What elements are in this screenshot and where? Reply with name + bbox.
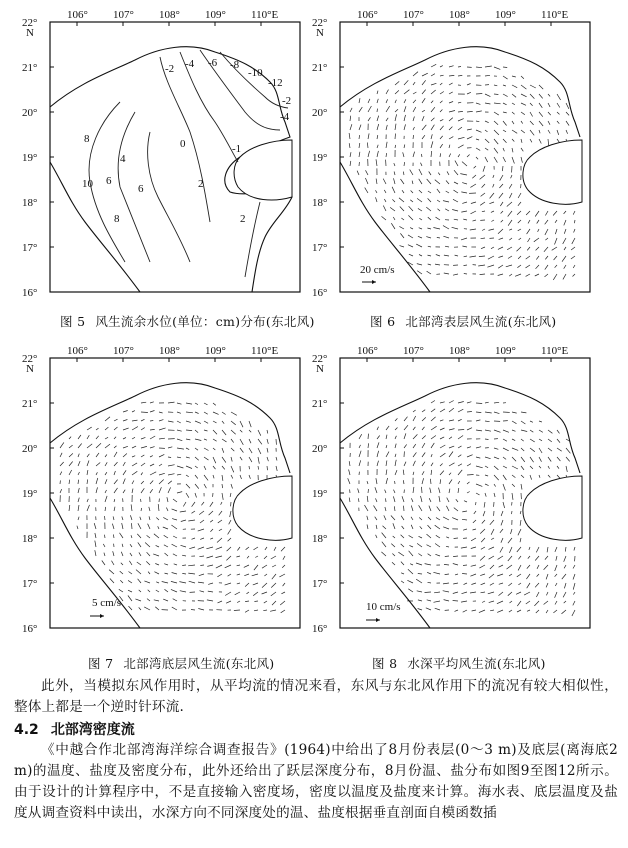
latitude-tick-label: 22°: [22, 353, 38, 365]
longitude-tick-label: 108°: [159, 345, 180, 357]
longitude-tick-label: 109°: [495, 345, 516, 357]
latitude-tick-label: 17°: [22, 578, 38, 590]
latitude-tick-label: 16°: [22, 623, 38, 635]
longitude-tick-label: 106°: [357, 9, 378, 21]
latitude-tick-label: 22°: [312, 353, 328, 365]
contour-label: 6: [138, 183, 144, 195]
contour-label: -10: [248, 67, 263, 79]
latitude-tick-label: 18°: [312, 197, 328, 209]
contour-label: 0: [180, 138, 186, 150]
scale-label: 20 cm/s: [360, 264, 395, 276]
figure-8-map: [312, 345, 600, 638]
latitude-tick-label: 16°: [312, 623, 328, 635]
longitude-tick-label: 108°: [449, 345, 470, 357]
figure-6-map: [312, 9, 600, 302]
latitude-tick-label: 18°: [22, 533, 38, 545]
longitude-tick-label: 107°: [403, 345, 424, 357]
latitude-tick-label: 20°: [312, 107, 328, 119]
latitude-tick-label: 21°: [22, 62, 38, 74]
contour-label: -1: [232, 143, 242, 155]
longitude-tick-label: 110°E: [541, 345, 569, 357]
contour-label: -4: [280, 111, 290, 123]
north-label: N: [26, 363, 34, 375]
longitude-tick-label: 107°: [113, 9, 134, 21]
latitude-tick-label: 19°: [312, 488, 328, 500]
contour-label: -6: [208, 57, 218, 69]
latitude-tick-label: 21°: [312, 398, 328, 410]
longitude-tick-label: 107°: [403, 9, 424, 21]
longitude-tick-label: 106°: [67, 345, 88, 357]
north-label: N: [316, 27, 324, 39]
scale-label: 10 cm/s: [366, 601, 401, 613]
caption-text: 北部湾表层风生流(东北风): [405, 314, 557, 329]
paragraph-2-text: 《中越合作北部湾海洋综合调查报告》(1964)中给出了8月份表层(0～3 m)及底层(离海底2 m)的温度、盐度及密度分布，此外还给出了跃层深度分布，8月份温、盐分布如图9至图12所示。由于设计的计算程序中，不是直接输入密度场，密度以温度及盐度来计算。海水表、底层温度及盐度从调查资料中读出，水深方向不同深度处的温、盐度根据垂直剖面自模函数插: [14, 742, 618, 821]
latitude-tick-label: 19°: [22, 152, 38, 164]
longitude-tick-label: 108°: [159, 9, 180, 21]
contour-label: 6: [106, 175, 112, 187]
caption-number: 图 7: [88, 656, 114, 671]
paragraph-1-text: 此外，当模拟东风作用时，从平均流的情况来看，东风与东北风作用下的流况有较大相似性，整体上都是一个逆时针环流.: [14, 678, 618, 715]
north-label: N: [26, 27, 34, 39]
paragraph-1: [14, 676, 618, 718]
figure-6-caption: [370, 312, 556, 330]
section-title: 北部湾密度流: [50, 722, 135, 738]
longitude-tick-label: 109°: [495, 9, 516, 21]
longitude-tick-label: 106°: [357, 345, 378, 357]
latitude-tick-label: 20°: [22, 107, 38, 119]
caption-text: 水深平均风生流(东北风): [407, 656, 546, 671]
contour-label: 8: [114, 213, 120, 225]
longitude-tick-label: 106°: [67, 9, 88, 21]
paragraph-2: [14, 740, 618, 846]
latitude-tick-label: 19°: [22, 488, 38, 500]
contour-label: -12: [268, 77, 283, 89]
figure-8-caption: [372, 654, 546, 672]
latitude-tick-label: 20°: [22, 443, 38, 455]
latitude-tick-label: 22°: [312, 17, 328, 29]
latitude-tick-label: 21°: [22, 398, 38, 410]
latitude-tick-label: 18°: [22, 197, 38, 209]
contour-label: -2: [165, 63, 175, 75]
contour-label: 4: [120, 153, 126, 165]
contour-label: 10: [82, 178, 93, 190]
latitude-tick-label: 19°: [312, 152, 328, 164]
longitude-tick-label: 108°: [449, 9, 470, 21]
longitude-tick-label: 109°: [205, 345, 226, 357]
longitude-tick-label: 109°: [205, 9, 226, 21]
longitude-tick-label: 110°E: [541, 9, 569, 21]
latitude-tick-label: 21°: [312, 62, 328, 74]
caption-number: 图 5: [60, 314, 86, 329]
contour-label: 8: [84, 133, 90, 145]
latitude-tick-label: 17°: [312, 242, 328, 254]
section-number: 4.2: [14, 722, 39, 738]
contour-label: 2: [240, 213, 246, 225]
latitude-tick-label: 22°: [22, 17, 38, 29]
latitude-tick-label: 17°: [22, 242, 38, 254]
caption-text: 风生流余水位(单位：cm)分布(东北风): [95, 314, 315, 329]
caption-text: 北部湾底层风生流(东北风): [123, 656, 275, 671]
figure-5-caption: [60, 312, 315, 330]
caption-number: 图 8: [372, 656, 398, 671]
latitude-tick-label: 20°: [312, 443, 328, 455]
contour-label: -4: [185, 58, 195, 70]
figure-7-map: [22, 345, 310, 638]
north-label: N: [316, 363, 324, 375]
latitude-tick-label: 18°: [312, 533, 328, 545]
longitude-tick-label: 110°E: [251, 345, 279, 357]
figure-7-caption: [88, 654, 274, 672]
contour-label: 2: [198, 178, 204, 190]
longitude-tick-label: 107°: [113, 345, 134, 357]
scale-label: 5 cm/s: [92, 597, 122, 609]
longitude-tick-label: 110°E: [251, 9, 279, 21]
figure-5-map: [22, 9, 310, 302]
contour-label: -8: [230, 59, 240, 71]
contour-label: -2: [282, 95, 292, 107]
section-heading: [14, 719, 147, 739]
caption-number: 图 6: [370, 314, 396, 329]
latitude-tick-label: 16°: [312, 287, 328, 299]
latitude-tick-label: 16°: [22, 287, 38, 299]
latitude-tick-label: 17°: [312, 578, 328, 590]
